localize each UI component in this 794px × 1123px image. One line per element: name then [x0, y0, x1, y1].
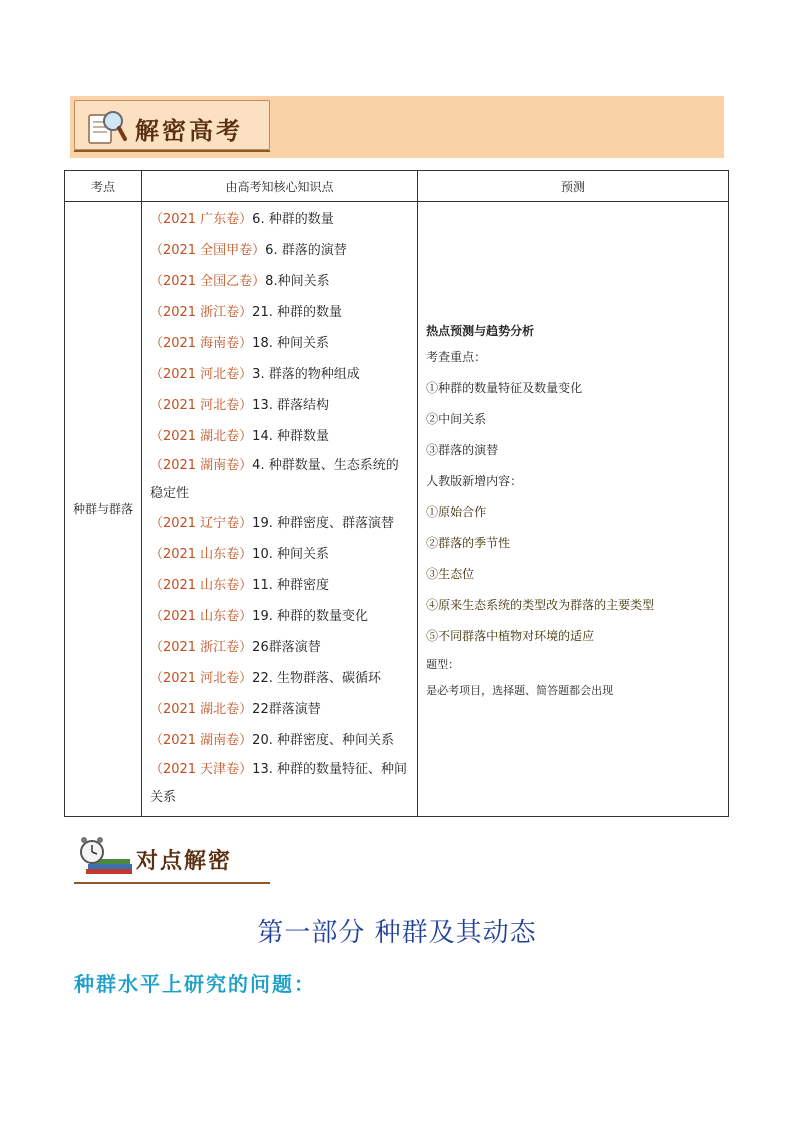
header-kaodian: 考点 — [65, 171, 142, 202]
topic-label: 种群与群落 — [73, 502, 134, 516]
new-point: ②群落的季节性 — [426, 536, 511, 550]
section-banner — [74, 832, 274, 888]
table-row — [65, 202, 729, 817]
knowledge-table — [64, 170, 729, 817]
list-item: （2021 广东卷）6. 种群的数量 — [149, 212, 334, 227]
list-item: （2021 天津卷）13. 种群的数量特征、种间关系 — [149, 762, 407, 805]
list-item: （2021 全国甲卷）6. 群落的演替 — [149, 243, 347, 258]
focus-point: ②中间关系 — [426, 412, 487, 426]
question-type-label: 题型： — [426, 658, 460, 671]
list-item: （2021 河北卷）13. 群落结构 — [149, 398, 329, 413]
prediction-heading: 热点预测与趋势分析 — [426, 324, 535, 338]
list-item: （2021 河北卷）3. 群落的物种组成 — [149, 367, 360, 382]
header-core-knowledge: 由高考知核心知识点 — [141, 171, 417, 202]
new-content-label: 人教版新增内容： — [426, 474, 523, 488]
focus-label: 考查重点： — [426, 350, 487, 364]
question-type-text: 是必考项目，选择题、简答题都会出现 — [426, 684, 614, 697]
sub-title: 种群水平上研究的问题： — [74, 972, 316, 996]
focus-point: ③群落的演替 — [426, 443, 499, 457]
focus-point: ①种群的数量特征及数量变化 — [426, 381, 583, 395]
alarm-clock-books-icon — [74, 834, 134, 880]
new-point: ⑤不同群落中植物对环境的适应 — [426, 629, 595, 643]
header-banner-underline — [74, 150, 270, 152]
new-point: ③生态位 — [426, 567, 475, 581]
list-item: （2021 山东卷）10. 种间关系 — [149, 547, 329, 562]
header-banner-title: 解密高考 — [135, 116, 243, 145]
list-item: （2021 湖北卷）22群落演替 — [149, 702, 321, 717]
list-item: （2021 浙江卷）26群落演替 — [149, 640, 321, 655]
list-item: （2021 浙江卷）21. 种群的数量 — [149, 305, 342, 320]
list-item: （2021 辽宁卷）19. 种群密度、群落演替 — [149, 516, 394, 531]
list-item: （2021 湖南卷）4. 种群数量、生态系统的稳定性 — [149, 458, 399, 501]
list-item: （2021 山东卷）19. 种群的数量变化 — [149, 609, 368, 624]
header-banner-box — [74, 100, 270, 150]
section-title: 第一部分 种群及其动态 — [257, 918, 537, 948]
new-point: ④原来生态系统的类型改为群落的主要类型 — [426, 598, 655, 612]
topic-cell — [65, 202, 142, 817]
new-point: ①原始合作 — [426, 505, 487, 519]
exam-list — [141, 202, 417, 817]
list-item: （2021 海南卷）18. 种间关系 — [149, 336, 329, 351]
list-item: （2021 山东卷）11. 种群密度 — [149, 578, 329, 593]
table-header-row — [65, 171, 729, 202]
prediction-cell — [418, 202, 729, 817]
header-prediction: 预测 — [418, 171, 729, 202]
header-banner — [70, 96, 724, 158]
list-item: （2021 全国乙卷）8.种间关系 — [149, 274, 330, 289]
section-banner-underline — [74, 882, 270, 884]
list-item: （2021 河北卷）22. 生物群落、碳循环 — [149, 671, 381, 686]
list-item: （2021 湖南卷）20. 种群密度、种间关系 — [149, 733, 394, 748]
magnifier-notebook-icon — [83, 105, 129, 151]
list-item: （2021 湖北卷）14. 种群数量 — [149, 429, 329, 444]
section-banner-title: 对点解密 — [136, 848, 233, 874]
